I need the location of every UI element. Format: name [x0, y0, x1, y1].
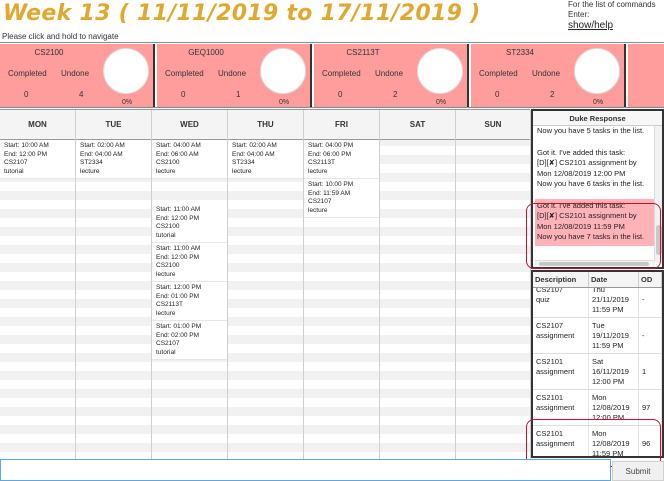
progress-percent: 0% [279, 99, 290, 106]
progress-percent: 0% [593, 99, 604, 106]
progress-percent: 0% [122, 99, 133, 106]
module-card[interactable] [314, 44, 469, 108]
module-card[interactable] [157, 44, 312, 108]
entry-start: Start: 11:00 AM [156, 245, 201, 252]
timetable-entry[interactable] [152, 243, 227, 282]
week-title: Week 13 ( 11/11/2019 to 17/11/2019 ) [3, 1, 481, 26]
help-box [568, 0, 664, 31]
module-card-partial[interactable] [628, 44, 664, 108]
entry-type: tutorial [156, 348, 176, 356]
undone-label: Undone [61, 69, 90, 78]
entry-module: CS2107 [308, 198, 332, 205]
message-line: Got it. I've added this task: [537, 147, 626, 157]
help-text-line1: For the list of commands [568, 0, 656, 9]
day-header: SUN [456, 110, 530, 140]
timetable-entry[interactable] [152, 204, 227, 243]
completed-count: 0 [338, 90, 343, 99]
entry-end: End: 02:00 PM [156, 331, 199, 339]
module-code: GEQ1000 [188, 48, 224, 57]
row-date: Sat 16/11/2019 12:00 PM [589, 354, 639, 389]
timetable-entry[interactable] [304, 179, 379, 218]
entry-module: CS2107 [156, 340, 180, 347]
completed-count: 0 [181, 90, 186, 99]
entry-end: End: 12:00 PM [156, 214, 199, 222]
entry-module: ST2334 [232, 159, 255, 166]
submit-button[interactable]: Submit [612, 461, 664, 481]
row-date: Thu 21/11/2019 11:59 PM [589, 288, 639, 317]
message-line: Mon 12/08/2019 11:59 PM [537, 221, 625, 231]
row-od: 97 [639, 390, 662, 425]
row-description: CS2101 assignment [533, 390, 589, 425]
description-column-header[interactable]: Description [533, 272, 589, 287]
entry-type: tutorial [156, 231, 176, 239]
day-header: THU [228, 110, 303, 140]
entry-start: Start: 10:00 AM [4, 142, 49, 149]
table-row[interactable] [533, 288, 662, 318]
entry-module: CS2113T [156, 301, 183, 308]
completed-label: Completed [165, 69, 204, 78]
entry-type: lecture [80, 167, 100, 175]
day-column-tue [76, 110, 152, 459]
entry-end: End: 04:00 AM [232, 150, 275, 158]
entry-module: ST2334 [80, 159, 103, 166]
entry-type: lecture [156, 270, 176, 278]
table-row[interactable] [533, 390, 662, 426]
completed-count: 0 [495, 90, 500, 99]
row-od: - [639, 288, 662, 317]
undone-label: Undone [375, 69, 404, 78]
row-date: Mon 12/08/2019 12:00 PM [589, 390, 639, 425]
scrollbar-thumb[interactable] [656, 225, 662, 255]
entry-start: Start: 04:00 PM [308, 142, 354, 149]
day-header: FRI [304, 110, 379, 140]
entry-module: CS2113T [308, 159, 335, 166]
progress-percent: 0% [436, 99, 447, 106]
row-od: 1 [639, 354, 662, 389]
timetable-entry[interactable] [152, 321, 227, 360]
scrollbar-thumb[interactable] [539, 262, 649, 266]
table-row-highlighted[interactable] [533, 426, 662, 458]
completed-label: Completed [8, 69, 47, 78]
entry-type: lecture [308, 167, 328, 175]
entry-type: lecture [232, 167, 252, 175]
module-card[interactable] [471, 44, 626, 108]
row-description: CS2107 quiz [533, 288, 589, 317]
entry-end: End: 04:00 AM [80, 150, 123, 158]
module-card[interactable] [0, 44, 155, 108]
entry-end: End: 01:00 PM [156, 292, 199, 300]
day-column-sat [380, 110, 456, 459]
deadline-table[interactable] [531, 270, 664, 458]
day-header: WED [152, 110, 227, 140]
entry-module: CS2100 [156, 159, 180, 166]
date-column-header[interactable]: Date [589, 272, 639, 287]
completed-label: Completed [322, 69, 361, 78]
help-text-line2: Enter: [568, 10, 590, 19]
message-line: [D][✘] CS2101 assignment by [537, 158, 637, 167]
timetable-entry[interactable] [152, 282, 227, 321]
row-date: Tue 19/11/2019 11:59 PM [589, 318, 639, 353]
undone-label: Undone [218, 69, 247, 78]
timetable-entry[interactable] [152, 140, 227, 179]
day-header: MON [0, 110, 75, 140]
day-header: SAT [380, 110, 455, 140]
message-line: Now you have 7 tasks in the list. [537, 232, 645, 241]
command-input[interactable] [0, 459, 611, 481]
module-code: ST2334 [505, 48, 535, 57]
vertical-scrollbar[interactable] [654, 126, 662, 263]
timetable-entry[interactable] [304, 140, 379, 179]
od-column-header[interactable]: OD [639, 272, 662, 287]
day-column-wed [152, 110, 228, 459]
entry-end: End: 06:00 PM [308, 150, 351, 158]
undone-label: Undone [532, 69, 561, 78]
entry-end: End: 12:00 PM [156, 253, 199, 261]
message-line: Got it. I've added this task: [537, 200, 626, 210]
duke-message-highlighted [535, 199, 655, 246]
completed-label: Completed [479, 69, 518, 78]
day-column-mon [0, 110, 76, 459]
duke-message-list[interactable] [535, 126, 655, 263]
day-column-sun [456, 110, 531, 459]
completed-count: 0 [24, 90, 29, 99]
row-description: CS2101 assignment [533, 354, 589, 389]
entry-start: Start: 02:00 AM [232, 142, 277, 149]
entry-start: Start: 11:00 AM [156, 206, 201, 213]
entry-module: CS2100 [156, 262, 180, 269]
row-date: Mon 12/08/2019 11:59 PM [589, 426, 639, 458]
table-header [533, 272, 662, 288]
table-row[interactable] [533, 318, 662, 354]
entry-module: CS2107 [4, 159, 28, 166]
undone-count: 1 [236, 90, 241, 99]
progress-pie [260, 48, 306, 94]
entry-type: lecture [156, 309, 176, 317]
undone-count: 2 [393, 90, 398, 99]
row-description: CS2107 assignment [533, 318, 589, 353]
entry-start: Start: 01:00 PM [156, 323, 202, 330]
entry-end: End: 11:59 AM [308, 189, 351, 197]
entry-start: Start: 02:00 AM [80, 142, 125, 149]
entry-end: End: 06:00 AM [156, 150, 199, 158]
entry-start: Start: 10:00 PM [308, 181, 354, 188]
row-description: CS2101 assignment [533, 426, 589, 458]
entry-type: lecture [308, 206, 328, 214]
row-od: 96 [639, 426, 662, 458]
week-calendar [0, 109, 530, 458]
timetable-entry[interactable] [228, 140, 303, 179]
undone-count: 2 [550, 90, 555, 99]
entry-start: Start: 04:00 AM [156, 142, 201, 149]
day-header: TUE [76, 110, 151, 140]
timetable-entry[interactable] [0, 140, 75, 179]
message-line: Now you have 6 tasks in the list. [537, 179, 645, 188]
entry-type: lecture [156, 167, 176, 175]
duke-response-panel[interactable] [531, 109, 664, 269]
table-body[interactable] [533, 288, 662, 458]
row-od: - [639, 318, 662, 353]
module-cards-bar[interactable] [0, 42, 664, 108]
horizontal-scrollbar[interactable] [535, 260, 655, 266]
show-help-link[interactable]: show/help [568, 20, 614, 31]
duke-message [535, 126, 655, 140]
duke-message [535, 146, 655, 193]
entry-module: CS2100 [156, 223, 180, 230]
module-code: CS2100 [34, 48, 64, 57]
module-code: CS2113T [346, 48, 380, 57]
progress-pie [103, 48, 149, 94]
message-line: Now you have 5 tasks in the list. [537, 126, 645, 135]
navigate-hint: Please click and hold to navigate [2, 32, 119, 41]
message-line: Mon 12/08/2019 12:00 PM [537, 168, 626, 178]
entry-type: tutorial [4, 167, 24, 175]
day-column-fri [304, 110, 380, 459]
duke-response-title: Duke Response [533, 111, 662, 126]
undone-count: 4 [79, 90, 84, 99]
timetable-entry[interactable] [76, 140, 151, 179]
progress-pie [417, 48, 463, 94]
day-column-thu [228, 110, 304, 459]
table-row[interactable] [533, 354, 662, 390]
progress-pie [574, 48, 620, 94]
entry-start: Start: 12:00 PM [156, 284, 202, 291]
message-line: [D][✘] CS2101 assignment by [537, 211, 637, 220]
entry-end: End: 12:00 PM [4, 150, 47, 158]
